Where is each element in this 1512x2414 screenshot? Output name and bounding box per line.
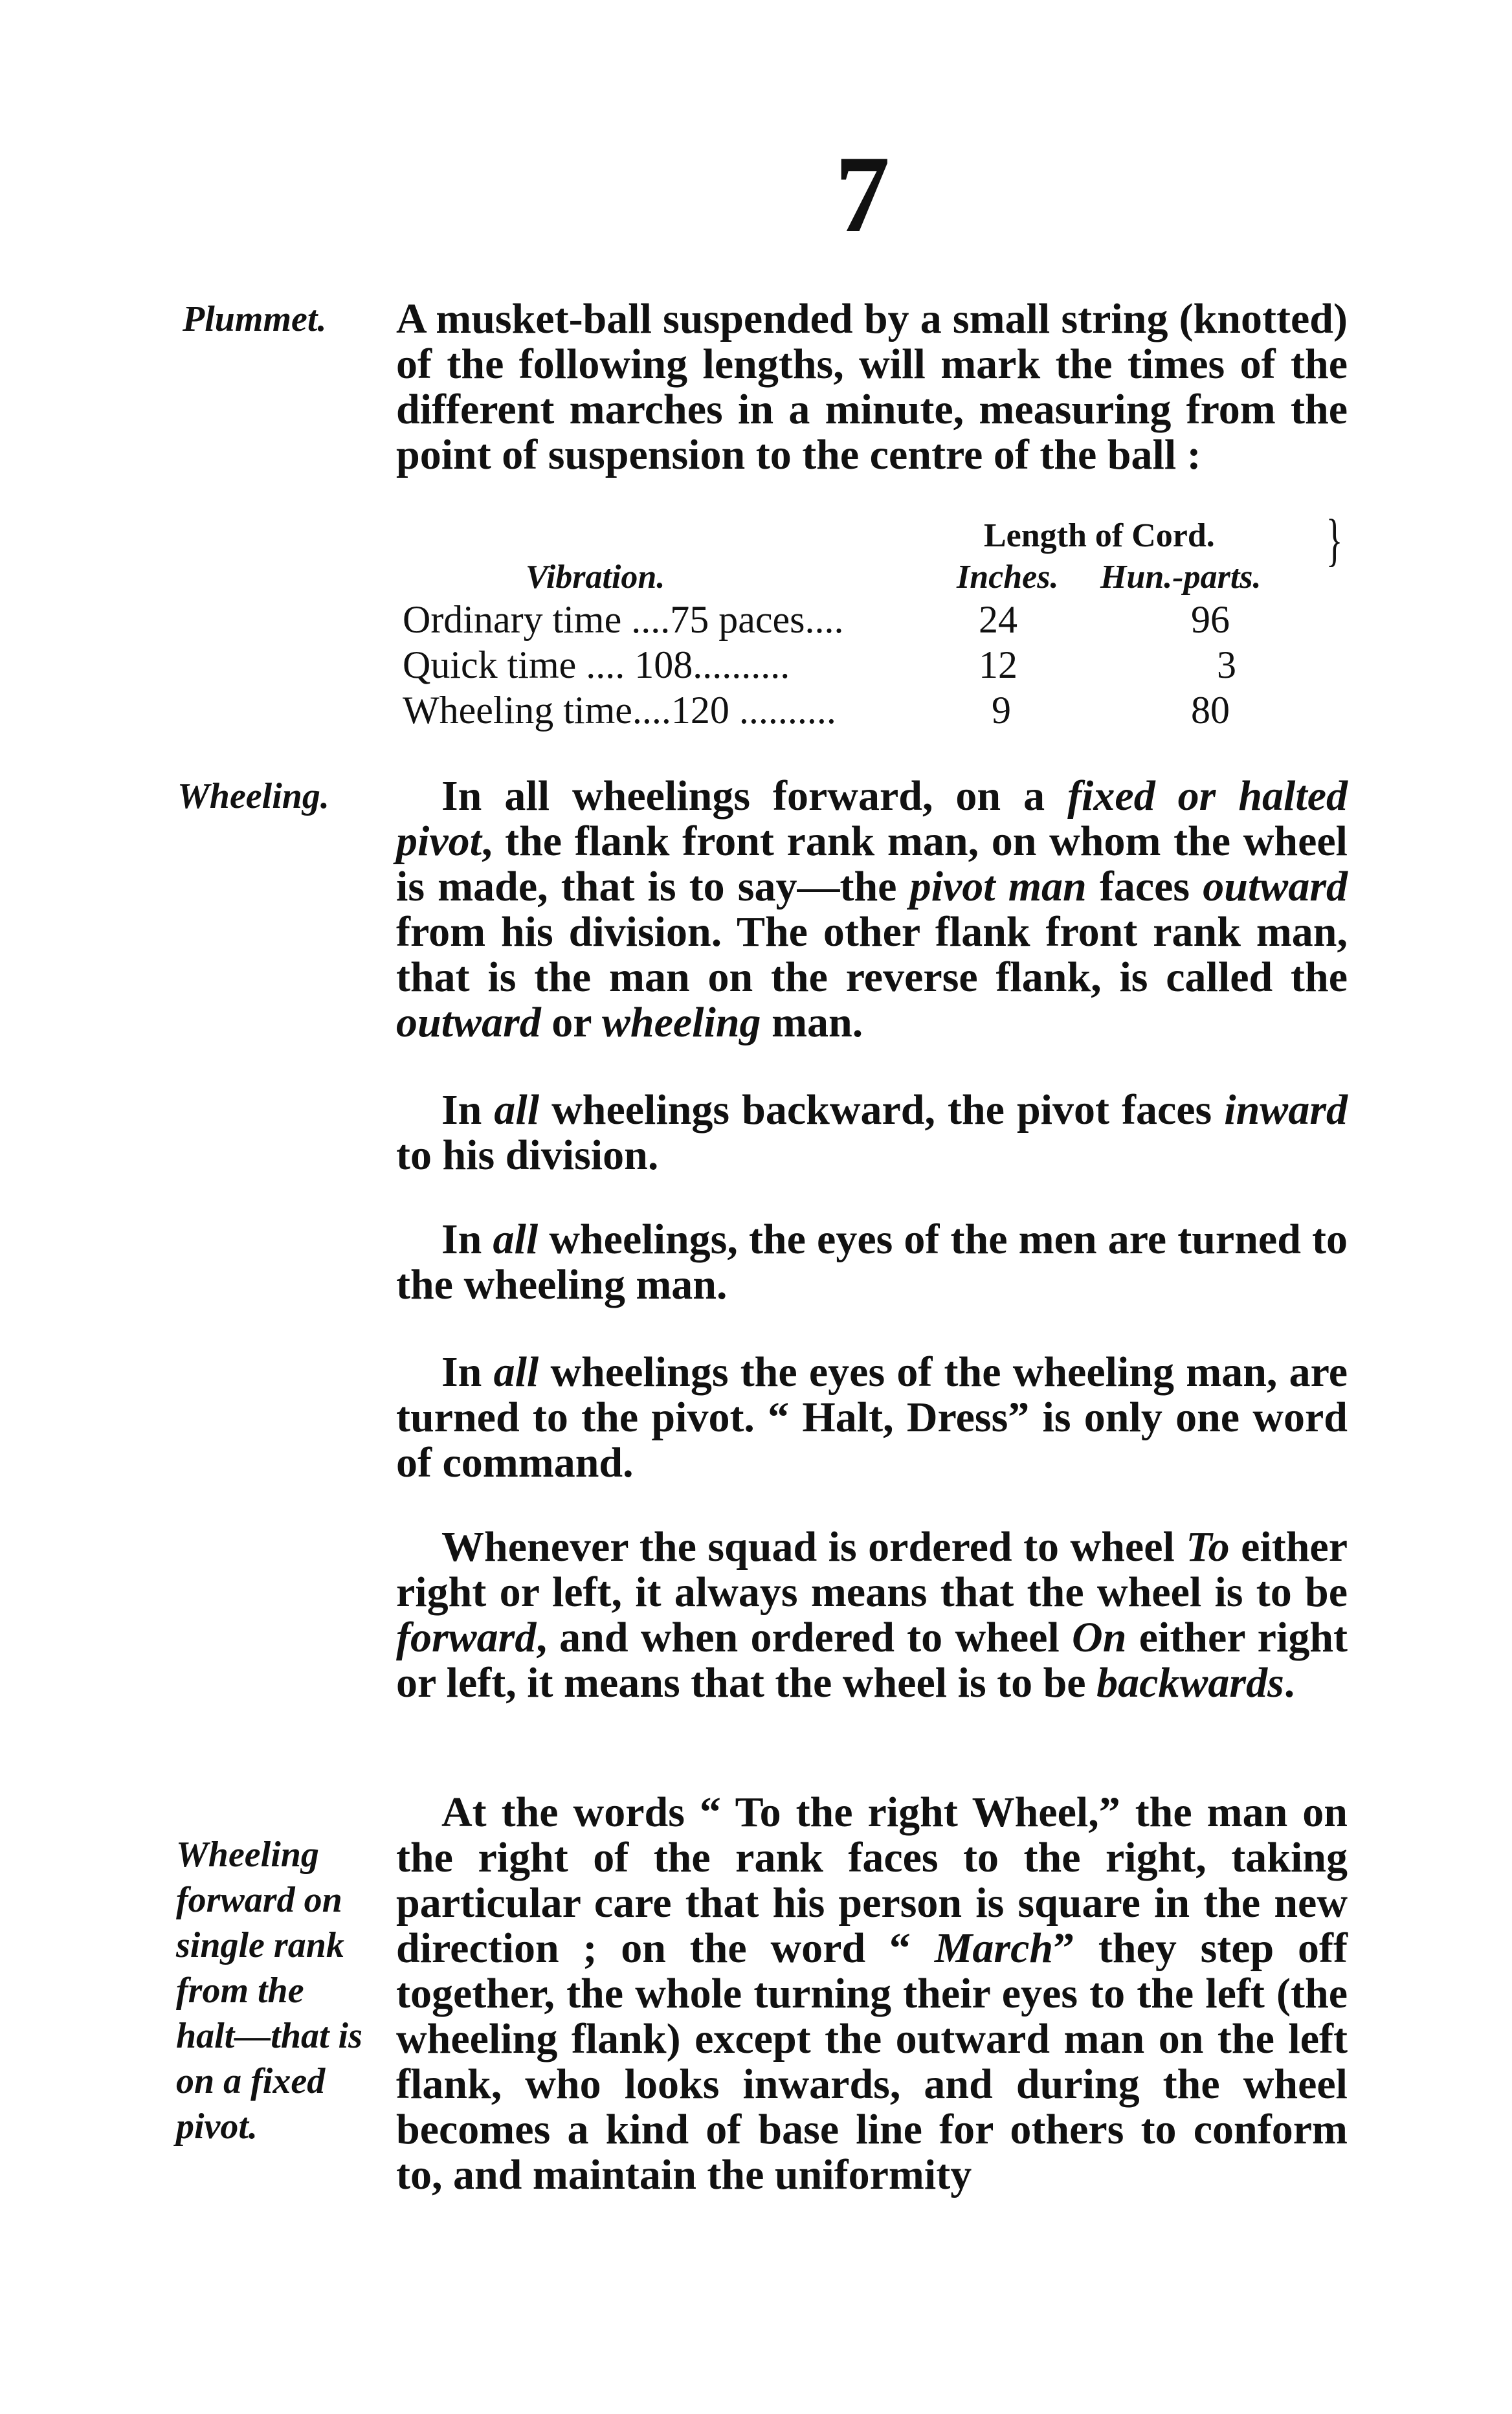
paragraph-wheeling-backward: In all wheelings backward, the pivot faces inward to his division.	[396, 1086, 1348, 1179]
paragraph-to-and-on: Whenever the squad is ordered to wheel To either right or left, it always means that the wheel is to be forward, and when ordered to wheel On either right or left, it means that the wheel is to be backwards.	[396, 1523, 1348, 1706]
table-cell-vibration: Quick time .... 108..........	[403, 643, 790, 686]
table-header-vibration: Vibration.	[526, 559, 665, 596]
page-number: 7	[835, 133, 890, 255]
paragraph-eyes-of-men: In all wheelings, the eyes of the men are turned to the wheeling man.	[396, 1216, 1348, 1308]
plummet-paragraph: A musket-ball suspended by a small string (knotted) of the following lengths, will mark the times of the different marches in a minute, measuring from the point of suspension to the centre of the ball :	[396, 295, 1348, 478]
margin-note-wheeling-forward: Wheeling forward on single rank from the halt—that is on a fixed pivot.	[176, 1835, 362, 2147]
table-cell-hun-parts: 80	[1191, 689, 1230, 732]
paragraph-right-wheel: At the words “ To the right Wheel,” the man on the right of the rank faces to the right, taking particular care that his person is square in the new direction ; on the word “ March” they step off together, the whole turning their eyes to the left (the wheeling flank) except the outward man on the left flank, who looks inwards, and during the wheel becomes a kind of base line for others to conform to, and maintain the uniformity	[396, 1789, 1348, 2198]
table-cell-inches: 9	[992, 689, 1011, 732]
table-cell-inches: 24	[979, 598, 1017, 641]
margin-note-plummet: Plummet.	[183, 299, 327, 339]
table-cell-vibration: Ordinary time ....75 paces....	[403, 598, 844, 641]
table-header-hun-parts: Hun.-parts.	[1100, 559, 1262, 596]
paragraph-eyes-of-wheeling-man: In all wheelings the eyes of the wheeling man, are turned to the pivot. “ Halt, Dress” is only one word of command.	[396, 1348, 1348, 1486]
table-cell-vibration: Wheeling time....120 ..........	[403, 689, 836, 732]
table-header-inches: Inches.	[957, 559, 1059, 596]
table-header-length: Length of Cord.	[984, 517, 1215, 554]
paragraph-wheeling-forward: In all wheelings forward, on a fixed or halted pivot, the flank front rank man, on whom the wheel is made, that is to say—the pivot man faces outward from his division. The other flank front rank man, that is the man on the reverse flank, is called the outward or wheeling man.	[396, 772, 1348, 1046]
table-cell-hun-parts: 3	[1217, 643, 1236, 686]
table-cell-hun-parts: 96	[1191, 598, 1230, 641]
table-cell-inches: 12	[979, 643, 1017, 686]
brace-mark: }	[1326, 508, 1343, 572]
margin-note-wheeling: Wheeling.	[177, 776, 329, 816]
